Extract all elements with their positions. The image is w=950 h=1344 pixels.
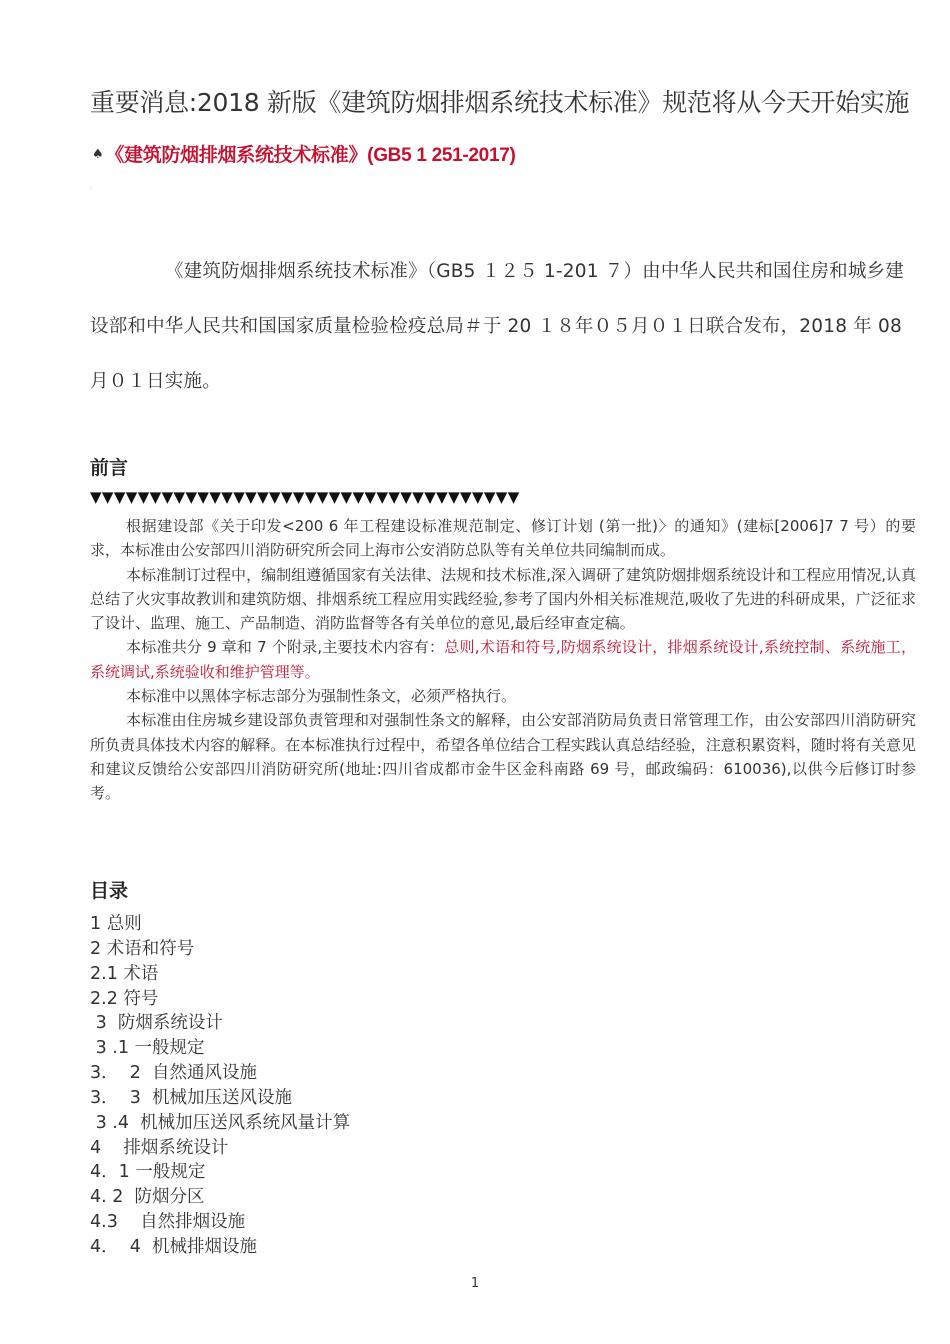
- toc-item: 4.3 自然排烟设施: [90, 1212, 246, 1233]
- toc-item: 4．1 一般规定: [90, 1162, 206, 1183]
- preface-body: [90, 514, 916, 806]
- preface-paragraph-1: 根据建设部《关于印发<200 6 年工程建设标准规范制定、修订计划 (第一批)〉的通知》(建标[2006]7 7 号）的要求，本标准由公安部四川消防研究所会同上海市公安消防总队等有关单位共同编制而成。: [90, 517, 916, 560]
- standard-name-red: 《建筑防烟排烟系统技术标准》(GB5 1 251-2017): [105, 145, 516, 166]
- toc-item: 3． 2 自然通风设施: [90, 1063, 258, 1084]
- toc-item: 1 总则: [90, 914, 142, 934]
- toc-item: 4 排烟系统设计: [90, 1137, 229, 1158]
- intro-paragraph: 《建筑防烟排烟系统技术标准》（GB5 １２５ 1-201 ７）由中华人民共和国住房和城乡建设部和中华人民共和国国家质量检验检疫总局＃于 20 １８年０５月０１日联合发布，2018 年 08 月０１日实施。: [90, 261, 904, 392]
- triangle-divider: ▼▼▼▼▼▼▼▼▼▼▼▼▼▼▼▼▼▼▼▼▼▼▼▼▼▼▼▼▼▼▼▼▼▼▼▼: [90, 488, 520, 506]
- page-number: 1: [470, 1276, 480, 1291]
- preface-content-list-red: 总则,术语和符号,防烟系统设计，排烟系统设计,系统控制、系统施工，系统调试,系统验收和维护管理等。: [90, 638, 916, 681]
- preface-paragraph-2: 本标准制订过程中，编制组遵循国家有关法律、法规和技术标准,深入调研了建筑防烟排烟系统设计和工程应用情况,认真总结了火灾事故教训和建筑防烟、排烟系统工程应用实践经验,参考了国内外相关标准规范,吸收了先进的科研成果，广泛征求了设计、监理、施工、产品制造、消防监督等各有关单位的意见,最后经审查定稿。: [90, 565, 916, 633]
- small-mark: ·: [90, 186, 92, 193]
- title-main: 重要消息:2018 新版《建筑防烟排烟系统技术标准》规范将从今天开始实施: [90, 88, 910, 117]
- toc-heading: 目录: [90, 880, 129, 902]
- toc-item: 3 .4 机械加压送风系统风量计算: [90, 1112, 351, 1133]
- toc-item: 3 防烟系统设计: [90, 1013, 223, 1034]
- toc-item: 2 术语和符号: [90, 938, 195, 959]
- preface-heading: 前言: [90, 457, 129, 479]
- preface-paragraph-5: 本标准由住房城乡建设部负责管理和对强制性条文的解释，由公安部消防局负责日常管理工作，由公安部四川消防研究所负责具体技术内容的解释。在本标准执行过程中，希望各单位结合工程实践认真总结经验，注意积累资料，随时将有关意见和建议反馈给公安部四川消防研究所(地址:四川省成都市金牛区金科南路 69 号，邮政编码：610036),以供今后修订时参考。: [90, 711, 916, 803]
- table-of-contents: [90, 912, 590, 1260]
- page-title: [90, 78, 920, 181]
- preface-paragraph-4: 本标准中以黑体字标志部分为强制性条文，必须严格执行。: [126, 687, 517, 706]
- toc-item: 3． 3 机械加压送风设施: [90, 1087, 293, 1108]
- preface-paragraph-3: [90, 635, 916, 684]
- toc-item: 2.1 术语: [90, 963, 159, 984]
- preface-paragraph-3-text: 本标准共分 9 章和 7 个附录,主要技术内容有：: [126, 638, 445, 657]
- toc-item: 4. 2 防烟分区: [90, 1187, 205, 1208]
- toc-item: 3 .1 一般规定: [90, 1038, 205, 1059]
- toc-item: 4． 4 机械排烟设施: [90, 1236, 258, 1257]
- toc-item: 2.2 符号: [90, 988, 159, 1009]
- spade-icon: ♠: [92, 147, 104, 162]
